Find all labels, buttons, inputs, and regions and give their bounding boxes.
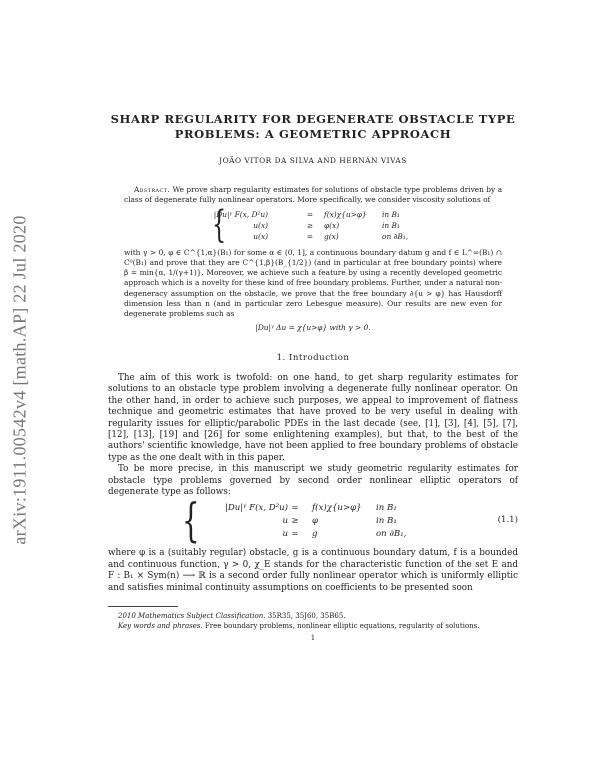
main-equation-system: { |Du|ᵞ F(x, D²u) = f(x)χ{u>φ} in B₁ u ≥ φ in B₁ u = g on ∂B₁, (1.1) (182, 493, 518, 548)
title-line-1: SHARP REGULARITY FOR DEGENERATE OBSTACLE TYPE (110, 112, 516, 126)
abstract-intro: We prove sharp regularity estimates for solutions of obstacle type problems driven by a class of degenerate fully nonlinear operators. More specifically, we consider viscosity solutions of (124, 185, 502, 205)
footnote-msc: 2010 Mathematics Subject Classification. 35R35, 35J60, 35B65. (118, 612, 346, 621)
footnote-keywords: Key words and phrases. Free boundary problems, nonlinear elliptic equations, regularity of solutions. (118, 621, 480, 630)
paragraph-2: To be more precise, in this manuscript we study geometric regularity estimates for obstacle type problems governed by second order nonlinear elliptic operators of degenerate type as follows: (108, 464, 518, 498)
section-heading: 1. Introduction (276, 352, 350, 363)
left-brace: { (212, 202, 227, 246)
footnotes (108, 612, 518, 631)
left-brace: { (182, 493, 200, 548)
title-line-2: PROBLEMS: A GEOMETRIC APPROACH (174, 127, 452, 141)
paragraph-1: The aim of this work is twofold: on one hand, to get sharp regularity estimates for solutions to an obstacle type problem involving a degenerate fully nonlinear operator. On the other hand, in order to achieve such purposes, we appeal to improvement of flatness technique and geometric estimates that have proved to be very useful in dealing with regularity issues for elliptic/parabolic PDEs in the last decade (see, [1], [3], [4], [5], [7], [12], [13], [19] and [26] for some enlightening examples), but that, to the best of the authors' scientific knowledge, have not been applied to free boundary problems of obstacle type as the one dealt with in this paper. (108, 372, 518, 463)
body-text (108, 373, 518, 594)
paper-title (108, 112, 518, 142)
arxiv-stamp-text: arXiv:1911.00542v4 [math.AP] 22 Jul 2020 (9, 215, 30, 545)
abstract (124, 185, 502, 333)
equation-number: (1.1) (497, 515, 518, 526)
abstract-equation-system: { |Du|ᵞ F(x, D²u) = f(x)χ{u>φ} in B₁ u(x) ≥ φ(x) in B₁ u(x) = g(x) on ∂B₁, (212, 202, 409, 246)
abstract-final-equation: |Du|ᵞ Δu = χ{u>φ} with γ > 0. (255, 322, 371, 332)
abstract-label: Abstract. (134, 185, 171, 194)
paragraph-3: where φ is a (suitably regular) obstacle, g is a continuous boundary datum, f is a bounded and continuous function, γ > 0, χ_E stands for the characteristic function of the set E and F : B₁ × Sym(n) ⟶ ℝ is a second order fully nonlinear operator which is uniformly elliptic and satisfies minimal continuity assumptions on coefficients to be presented soon (108, 548, 518, 593)
paper-page (108, 112, 518, 642)
authors: JOÃO VITOR DA SILVA AND HERNÁN VIVAS (219, 156, 407, 165)
arxiv-stamp (6, 160, 34, 600)
abstract-body: with γ > 0, φ ∈ C^{1,α}(B₁) for some α ∈ (0, 1], a continuous boundary datum g and f ∈ L^∞(B₁) ∩ C⁰(B₁) and prove that they are C^{1,β}(B_{1/2}) (and in particular at free boundary points) where β = min{α, 1/(γ+1)}. Moreover, we achieve such a feature by using a recently developed geometric approach which is a novelty for these kind of free boundary problems. Further, under a natural non-degeneracy assumption on the obstacle, we prove that the free boundary ∂{u > φ} has Hausdorff dimension less than n (and in particular zero Lebesgue measure). Our results are new even for degenerate problems such as (124, 247, 502, 319)
footnote-rule (108, 606, 178, 607)
page-number: 1 (310, 634, 316, 643)
